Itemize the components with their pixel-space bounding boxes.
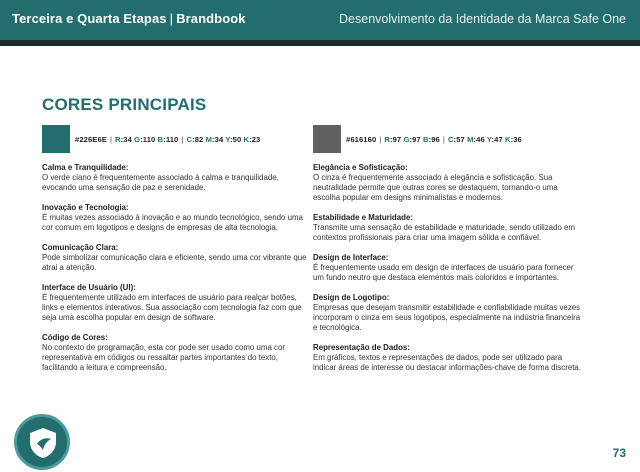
attribute-item [313, 293, 583, 333]
cmyk-c-key: C [447, 134, 454, 144]
attribute-text: É frequentemente usado em design de interfaces de usuário para fornecer um fundo neutro que destaca elementos mais coloridos e importantes. [313, 263, 574, 282]
attribute-title: Elegância e Sofisticação: [313, 163, 408, 172]
attribute-text: No contexto de programação, esta cor pode ser usado como uma cor representativa em códigos ou ressaltar partes importantes do texto, facilitando a leitura e compreensão. [42, 343, 285, 372]
header-doc: Brandbook [176, 11, 246, 26]
attribute-item [313, 253, 583, 283]
cmyk-m-val: 34 [214, 134, 224, 144]
page-number: 73 [612, 446, 626, 460]
color-column-gray [313, 125, 583, 383]
cmyk-k-key: K [243, 134, 250, 144]
attribute-title: Estabilidade e Maturidade: [313, 213, 413, 222]
attribute-text: Pode simbolizar comunicação clara e eficiente, sendo uma cor vibrante que atrai a atenção. [42, 253, 307, 272]
cmyk-c-val: 57 [456, 134, 465, 144]
color-column-teal [42, 125, 312, 383]
rgb-b-key: B [157, 134, 164, 144]
cmyk-m-key: M [467, 134, 474, 144]
cmyk-c-key: C [186, 134, 193, 144]
rgb-g-key: G [403, 134, 410, 144]
cmyk-y-val: 47 [494, 134, 503, 144]
attribute-title: Código de Cores: [42, 333, 108, 342]
cmyk-k-val: 23 [251, 134, 261, 144]
shield-icon [28, 427, 58, 459]
attribute-item [42, 283, 312, 323]
header-section: Terceira e Quarta Etapas [12, 11, 167, 26]
attribute-title: Inovação e Tecnologia: [42, 203, 129, 212]
header-separator: | [169, 11, 174, 26]
header-title [12, 11, 246, 26]
attribute-item [42, 163, 312, 193]
rgb-b-key: B [422, 134, 429, 144]
rgb-r-val: 34 [123, 134, 132, 144]
attribute-text: É frequentemente utilizado em interfaces de usuário para realçar botões, links e elementos interativos. Sua associação com tecnologia faz com que seja uma escolha popular em design de software. [42, 293, 302, 322]
top-header-bar [0, 0, 640, 40]
attribute-item [313, 213, 583, 243]
cmyk-y-key: Y [225, 134, 230, 144]
brand-logo [14, 414, 70, 470]
attribute-text: Transmite uma sensação de estabilidade e maturidade, sendo utilizado em contextos profissionais para criar uma imagem sólida e confiável. [313, 223, 576, 242]
color-spec-row [313, 125, 583, 153]
color-codes: #616160 | R:97 G:97 B:96 | C:57 M:46 Y:47 K:36 [346, 134, 522, 144]
cmyk-m-val: 46 [476, 134, 485, 144]
cmyk-y-key: Y [486, 134, 492, 144]
attribute-text: É muitas vezes associado à inovação e ao mundo tecnológico, sendo uma cor comum em logotipos e designs de empresas de alta tecnologia. [42, 213, 303, 232]
cmyk-y-val: 50 [232, 134, 242, 144]
rgb-g-key: G [134, 134, 141, 144]
hex-code: #616160 [346, 134, 377, 144]
attribute-text: O verde ciano é frequentemente associado à calma e tranquilidade, evocando uma sensação de paz e serenidade. [42, 173, 279, 192]
cmyk-k-val: 36 [513, 134, 522, 144]
attribute-item [313, 163, 583, 203]
rgb-b-val: 110 [165, 134, 179, 144]
attribute-title: Representação de Dados: [313, 343, 410, 352]
color-swatch [313, 125, 341, 153]
attribute-item [42, 243, 312, 273]
attribute-item [313, 343, 583, 373]
rgb-b-val: 96 [431, 134, 440, 144]
attribute-title: Design de Interface: [313, 253, 389, 262]
attribute-title: Interface de Usuário (UI): [42, 283, 136, 292]
rgb-r-key: R [384, 134, 390, 144]
attribute-title: Design de Logotipo: [313, 293, 390, 302]
attribute-text: Empresas que desejam transmitir estabilidade e confiabilidade muitas vezes incorporam o cinza em seus logotipos, especialmente na indústria financeira e tecnológica. [313, 303, 581, 332]
attribute-text: O cinza é frequentemente associado à elegância e sofisticação. Sua neutralidade permite que outras cores se destaquem, tornando-o uma escolha popular em designs minimalistas e modernos. [313, 173, 558, 202]
color-codes: #226E6E | R:34 G:110 B:110 | C:82 M:34 Y:50 K:23 [75, 134, 261, 144]
rgb-r-val: 97 [392, 134, 402, 144]
attribute-title: Comunicação Clara: [42, 243, 119, 252]
attribute-item [42, 203, 312, 233]
color-spec-row [42, 125, 312, 153]
cmyk-k-key: K [505, 134, 511, 144]
hex-code: #226E6E [75, 134, 107, 144]
header-divider [0, 40, 640, 46]
rgb-g-val: 97 [412, 134, 421, 144]
cmyk-m-key: M [205, 134, 212, 144]
color-swatch [42, 125, 70, 153]
attribute-item [42, 333, 312, 373]
rgb-r-key: R [115, 134, 121, 144]
header-subtitle: Desenvolvimento da Identidade da Marca Safe One [339, 12, 626, 26]
cmyk-c-val: 82 [194, 134, 204, 144]
page-title: CORES PRINCIPAIS [42, 95, 207, 114]
attribute-title: Calma e Tranquilidade: [42, 163, 129, 172]
attribute-text: Em gráficos, textos e representações de dados, pode ser utilizado para indicar áreas de interesse ou destacar informações-chave de forma discreta. [313, 353, 581, 372]
rgb-g-val: 110 [142, 134, 156, 144]
